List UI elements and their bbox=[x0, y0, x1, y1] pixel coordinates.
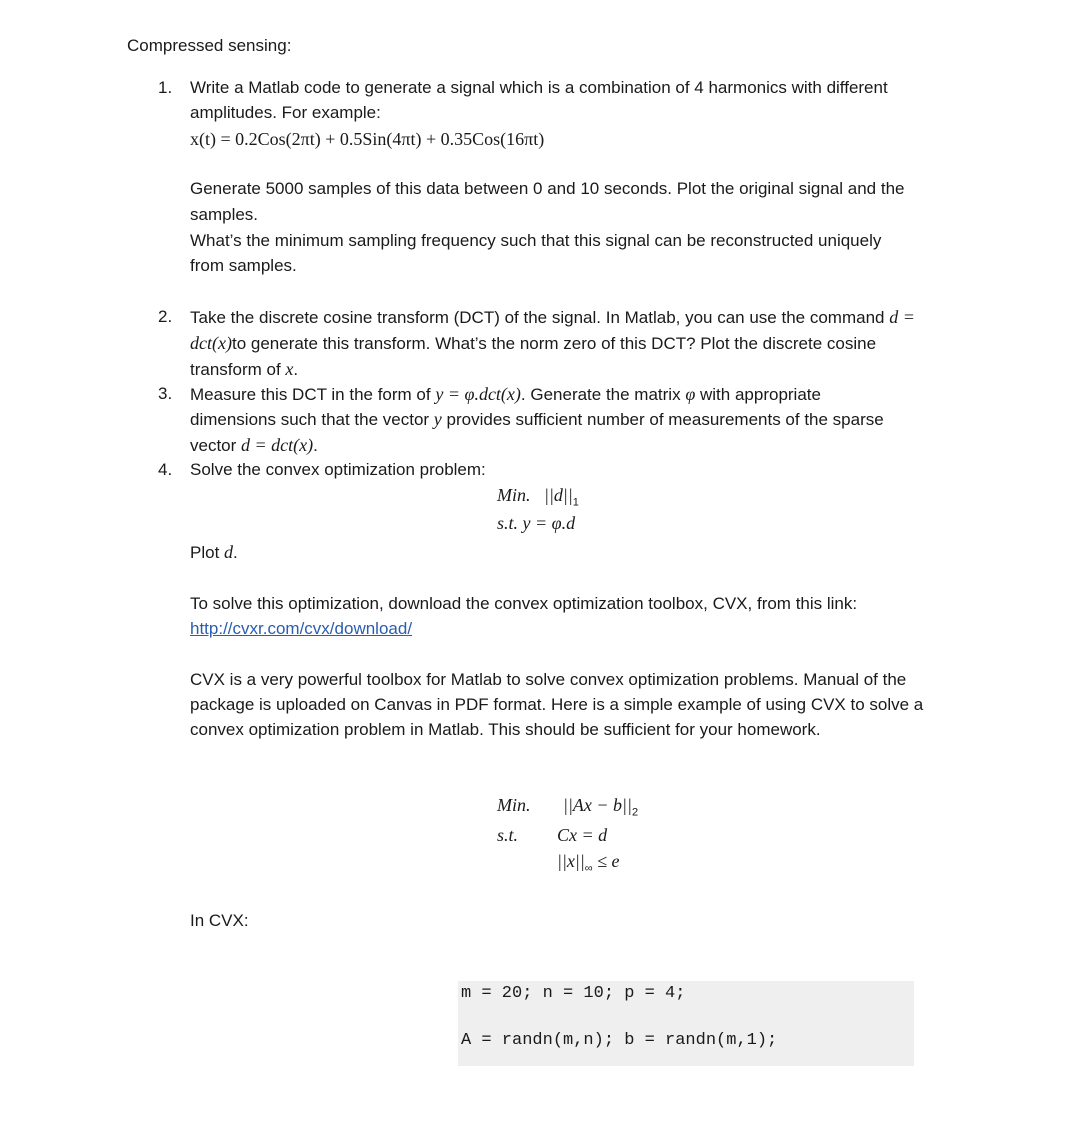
cvx-desc-line-2: package is uploaded on Canvas in PDF format. Here is a simple example of using CVX to solve a bbox=[190, 695, 924, 714]
in-cvx-label: In CVX: bbox=[190, 911, 249, 930]
text: . bbox=[233, 543, 238, 562]
norm-subscript: 1 bbox=[572, 496, 579, 509]
item-number: 4. bbox=[158, 460, 173, 479]
math: x bbox=[285, 359, 294, 379]
item-1-para-line-3: What’s the minimum sampling frequency such that this signal can be reconstructed uniquely bbox=[190, 231, 882, 250]
text: to generate this transform. What’s the norm zero of this DCT? Plot the discrete cosine bbox=[231, 334, 877, 353]
cvx-download-link[interactable] bbox=[190, 616, 412, 642]
norm: ||Ax − b|| bbox=[563, 795, 632, 815]
section-heading: Compressed sensing: bbox=[127, 36, 292, 55]
item-3-line-3 bbox=[190, 432, 960, 459]
optimization-constraint: s.t. y = φ.d bbox=[497, 513, 576, 533]
math: d bbox=[224, 542, 234, 562]
item-1-line-1: Write a Matlab code to generate a signal which is a combination of 4 harmonics with different bbox=[190, 78, 888, 97]
item-number: 1. bbox=[158, 78, 173, 97]
text: . bbox=[293, 360, 299, 379]
item-4-text: Solve the convex optimization problem: bbox=[190, 460, 486, 479]
example-constraint-2 bbox=[557, 851, 620, 875]
text: Take the discrete cosine transform (DCT) of the signal. In Matlab, you can use the command bbox=[190, 308, 890, 327]
norm: ||x|| bbox=[557, 851, 585, 871]
example-st-label: s.t. bbox=[497, 825, 519, 845]
text: vector bbox=[190, 436, 242, 455]
example-objective bbox=[563, 795, 638, 819]
norm: ||d|| bbox=[544, 485, 573, 505]
text: Plot bbox=[190, 543, 225, 562]
link-text[interactable]: http://cvxr.com/cvx/download/ bbox=[190, 619, 413, 638]
item-2-line-3 bbox=[190, 356, 960, 383]
cvx-desc-line-3: convex optimization problem in Matlab. This should be sufficient for your homework. bbox=[190, 720, 821, 739]
math: φ bbox=[685, 384, 696, 404]
min-label: Min. bbox=[497, 485, 531, 505]
plot-instruction bbox=[190, 539, 960, 566]
text: with appropriate bbox=[695, 385, 821, 404]
text: dimensions such that the vector bbox=[190, 410, 434, 429]
math: y bbox=[433, 409, 442, 429]
signal-formula: x(t) = 0.2Cos(2πt) + 0.5Sin(4πt) + 0.35Cos(16πt) bbox=[190, 129, 545, 149]
example-constraint-1: Cx = d bbox=[557, 825, 608, 845]
item-2-line-1 bbox=[190, 304, 960, 331]
code-block bbox=[458, 981, 914, 1066]
item-1-para-line-4: from samples. bbox=[190, 256, 297, 275]
text: Measure this DCT in the form of bbox=[190, 385, 436, 404]
cvx-intro: To solve this optimization, download the convex optimization toolbox, CVX, from this link: bbox=[190, 594, 858, 613]
item-number: 2. bbox=[158, 307, 173, 326]
text: provides sufficient number of measurements of the sparse bbox=[441, 410, 884, 429]
item-1-para-line-2: samples. bbox=[190, 205, 259, 224]
item-1-line-2: amplitudes. For example: bbox=[190, 103, 381, 122]
item-3-line-1 bbox=[190, 381, 960, 408]
math: d = dct(x) bbox=[241, 435, 314, 455]
cvx-desc-line-1: CVX is a very powerful toolbox for Matlab to solve convex optimization problems. Manual of the bbox=[190, 670, 907, 689]
code-line-2: A = randn(m,n); b = randn(m,1); bbox=[461, 1031, 778, 1050]
math: y = φ.dct(x) bbox=[435, 384, 521, 404]
norm-subscript: ∞ bbox=[584, 862, 593, 875]
item-3-line-2 bbox=[190, 406, 960, 433]
norm-subscript: 2 bbox=[631, 806, 639, 819]
text: . Generate the matrix bbox=[520, 385, 686, 404]
item-number: 3. bbox=[158, 384, 173, 403]
math: dct(x) bbox=[190, 333, 232, 353]
text: ≤ e bbox=[592, 851, 620, 871]
text: . bbox=[313, 436, 318, 455]
example-min-label: Min. bbox=[497, 795, 531, 815]
item-2-line-2 bbox=[190, 330, 960, 357]
code-line-1: m = 20; n = 10; p = 4; bbox=[461, 984, 686, 1003]
optimization-objective bbox=[497, 485, 579, 509]
text: transform of bbox=[190, 360, 286, 379]
item-1-para-line-1: Generate 5000 samples of this data between 0 and 10 seconds. Plot the original signal and the bbox=[190, 179, 905, 198]
math: d = bbox=[889, 307, 915, 327]
